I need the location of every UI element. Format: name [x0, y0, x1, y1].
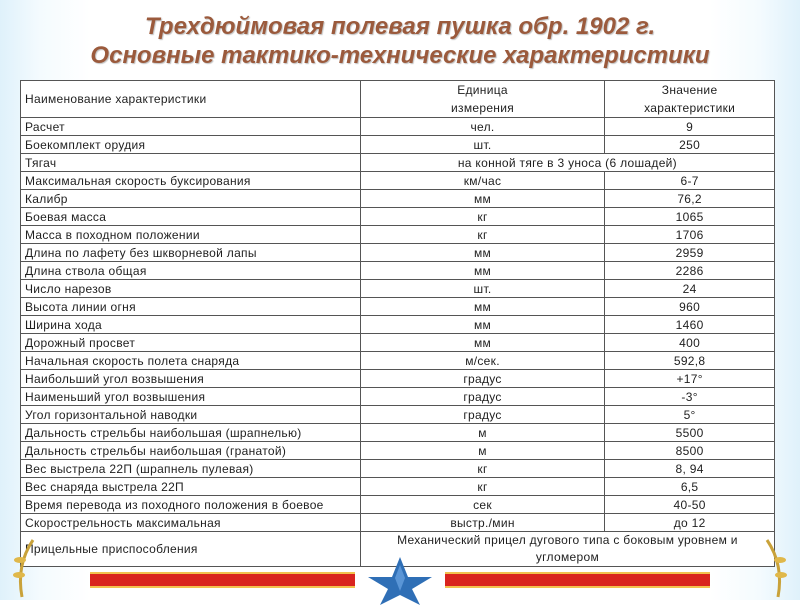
- header-unit-cell: Единица измерения: [360, 81, 604, 118]
- table-row: [21, 352, 775, 370]
- row-value-cell: 5°: [605, 406, 775, 424]
- row-unit-cell: кг: [360, 208, 604, 226]
- row-unit-cell: чел.: [360, 118, 604, 136]
- row-value-cell: -3°: [605, 388, 775, 406]
- row-value-cell: 5500: [605, 424, 775, 442]
- row-unit-cell: м: [360, 442, 604, 460]
- row-unit-cell: шт.: [360, 136, 604, 154]
- row-value-cell: 960: [605, 298, 775, 316]
- row-value-cell: 2286: [605, 262, 775, 280]
- table-row: [21, 496, 775, 514]
- row-unit-cell: выстр./мин: [360, 514, 604, 532]
- row-value-cell: 76,2: [605, 190, 775, 208]
- row-value-cell: 9: [605, 118, 775, 136]
- row-unit-cell: мм: [360, 334, 604, 352]
- row-name-cell: Длина по лафету без шкворневой лапы: [21, 244, 361, 262]
- laurel-left-icon: [8, 535, 38, 600]
- row-unit-cell: мм: [360, 244, 604, 262]
- row-value-cell: 6,5: [605, 478, 775, 496]
- title-line-1: Трехдюймовая полевая пушка обр. 1902 г.: [144, 13, 656, 40]
- row-value-cell: 6-7: [605, 172, 775, 190]
- table-row: [21, 424, 775, 442]
- header-value-cell: Значение характеристики: [605, 81, 775, 118]
- table-row: [21, 262, 775, 280]
- row-value-cell: 2959: [605, 244, 775, 262]
- table-row: [21, 370, 775, 388]
- row-value-cell: +17°: [605, 370, 775, 388]
- row-name-cell: Дорожный просвет: [21, 334, 361, 352]
- row-name-cell: Расчет: [21, 118, 361, 136]
- row-value-cell: 250: [605, 136, 775, 154]
- table-row: [21, 316, 775, 334]
- row-name-cell: Боевая масса: [21, 208, 361, 226]
- table-row: [21, 154, 775, 172]
- table-row: [21, 226, 775, 244]
- row-value-cell: до 12: [605, 514, 775, 532]
- row-value-cell: 40-50: [605, 496, 775, 514]
- table-row: [21, 298, 775, 316]
- row-value-cell: 400: [605, 334, 775, 352]
- row-merged-cell: Механический прицел дугового типа с боковым уровнем и угломером: [360, 532, 774, 567]
- ribbon-left: [90, 572, 355, 588]
- row-unit-cell: км/час: [360, 172, 604, 190]
- row-name-cell: Калибр: [21, 190, 361, 208]
- row-unit-cell: мм: [360, 298, 604, 316]
- row-name-cell: Тягач: [21, 154, 361, 172]
- table-row: [21, 136, 775, 154]
- table-header-row: [21, 81, 775, 118]
- row-name-cell: Высота линии огня: [21, 298, 361, 316]
- row-name-cell: Вес выстрела 22П (шрапнель пулевая): [21, 460, 361, 478]
- title-line-2: Основные тактико-технические характеристики: [90, 42, 710, 69]
- row-unit-cell: мм: [360, 262, 604, 280]
- table-row: [21, 514, 775, 532]
- table-row: [21, 172, 775, 190]
- row-unit-cell: кг: [360, 226, 604, 244]
- row-unit-cell: шт.: [360, 280, 604, 298]
- row-value-cell: 1460: [605, 316, 775, 334]
- row-name-cell: Масса в походном положении: [21, 226, 361, 244]
- row-name-cell: Ширина хода: [21, 316, 361, 334]
- row-name-cell: Наибольший угол возвышения: [21, 370, 361, 388]
- row-value-cell: 24: [605, 280, 775, 298]
- star-icon: [360, 555, 440, 605]
- table-row: [21, 190, 775, 208]
- table-row: [21, 334, 775, 352]
- header-name-cell: Наименование характеристики: [21, 81, 361, 118]
- row-name-cell: Угол горизонтальной наводки: [21, 406, 361, 424]
- table-row: [21, 118, 775, 136]
- row-name-cell: Время перевода из походного положения в боевое: [21, 496, 361, 514]
- row-name-cell: Дальность стрельбы наибольшая (шрапнелью): [21, 424, 361, 442]
- row-name-cell: Вес снаряда выстрела 22П: [21, 478, 361, 496]
- row-unit-cell: кг: [360, 460, 604, 478]
- laurel-right-icon: [762, 535, 792, 600]
- row-name-cell: Максимальная скорость буксирования: [21, 172, 361, 190]
- slide-title: [0, 12, 800, 70]
- table-row: [21, 208, 775, 226]
- row-unit-cell: м: [360, 424, 604, 442]
- ribbon-right: [445, 572, 710, 588]
- row-unit-cell: мм: [360, 316, 604, 334]
- row-merged-cell: на конной тяге в 3 уноса (6 лошадей): [360, 154, 774, 172]
- row-unit-cell: м/сек.: [360, 352, 604, 370]
- specs-table: [20, 80, 775, 567]
- table-row: [21, 406, 775, 424]
- row-name-cell: Начальная скорость полета снаряда: [21, 352, 361, 370]
- row-unit-cell: сек: [360, 496, 604, 514]
- row-name-cell: Прицельные приспособления: [21, 532, 361, 567]
- row-value-cell: 592,8: [605, 352, 775, 370]
- table-row: [21, 388, 775, 406]
- row-name-cell: Наименьший угол возвышения: [21, 388, 361, 406]
- row-value-cell: 8, 94: [605, 460, 775, 478]
- row-unit-cell: кг: [360, 478, 604, 496]
- row-value-cell: 1065: [605, 208, 775, 226]
- row-unit-cell: градус: [360, 388, 604, 406]
- row-name-cell: Длина ствола общая: [21, 262, 361, 280]
- row-name-cell: Боекомплект орудия: [21, 136, 361, 154]
- row-value-cell: 1706: [605, 226, 775, 244]
- row-name-cell: Число нарезов: [21, 280, 361, 298]
- row-unit-cell: градус: [360, 370, 604, 388]
- table-row: [21, 478, 775, 496]
- row-name-cell: Скорострельность максимальная: [21, 514, 361, 532]
- row-unit-cell: градус: [360, 406, 604, 424]
- table-row: [21, 460, 775, 478]
- row-name-cell: Дальность стрельбы наибольшая (гранатой): [21, 442, 361, 460]
- table-row: [21, 244, 775, 262]
- row-unit-cell: мм: [360, 190, 604, 208]
- table-row: [21, 442, 775, 460]
- row-value-cell: 8500: [605, 442, 775, 460]
- table-row: [21, 280, 775, 298]
